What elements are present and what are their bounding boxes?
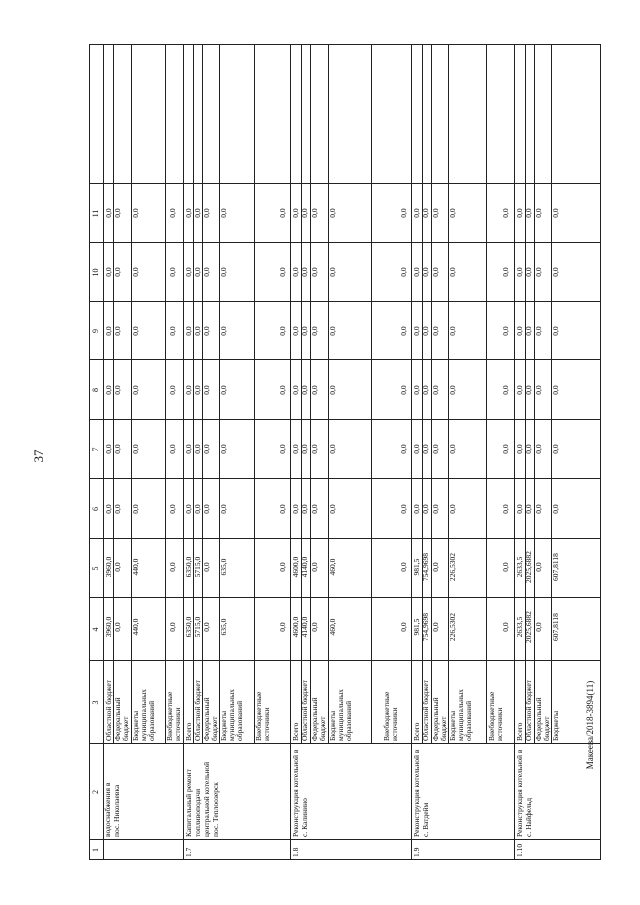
cell: 0,0 [551, 208, 560, 218]
cell: 0,0 [278, 504, 287, 514]
cell: 0,0 [184, 504, 193, 514]
source-label: бюджет [121, 716, 130, 741]
cell: 0,0 [448, 504, 457, 514]
cell: 0,0 [131, 444, 140, 454]
row-number: 1.7 [184, 847, 193, 857]
budget-table [89, 44, 601, 860]
cell: 0,0 [421, 208, 430, 218]
cell: 0,0 [219, 444, 228, 454]
cell: 0,0 [412, 267, 421, 277]
cell: 0,0 [193, 326, 202, 336]
cell: 0,0 [399, 267, 408, 277]
cell: 0,0 [551, 326, 560, 336]
cell: 0,0 [431, 208, 440, 218]
cell: 0,0 [412, 444, 421, 454]
source-label: Бюджеты [219, 710, 228, 741]
cell: 0,0 [421, 504, 430, 514]
cell: 0,0 [310, 326, 319, 336]
source-label: Всего [515, 722, 524, 741]
cell: 0,0 [310, 444, 319, 454]
cell: 0,0 [300, 208, 309, 218]
cell: 0,0 [412, 208, 421, 218]
col-header-1: 1 [91, 848, 100, 852]
cell: 0,0 [300, 444, 309, 454]
cell: 0,0 [515, 267, 524, 277]
cell: 0,0 [501, 208, 510, 218]
cell: 0,0 [399, 562, 408, 572]
cell: 2025,6882 [524, 551, 533, 583]
cell: 0,0 [219, 385, 228, 395]
cell: 0,0 [431, 444, 440, 454]
cell: 0,0 [328, 444, 337, 454]
cell: 0,0 [291, 504, 300, 514]
cell: 0,0 [219, 267, 228, 277]
cell: 2025,6882 [524, 611, 533, 643]
cell: 0,0 [328, 326, 337, 336]
row-label: центральной котельной [202, 761, 211, 837]
cell: 0,0 [551, 385, 560, 395]
source-label: Бюджеты [328, 710, 337, 741]
source-label: муниципальных [139, 689, 148, 741]
cell: 754,9698 [421, 612, 430, 642]
cell: 0,0 [310, 208, 319, 218]
cell: 0,0 [278, 208, 287, 218]
cell: 0,0 [291, 208, 300, 218]
cell: 3960,0 [104, 556, 113, 578]
cell: 0,0 [202, 208, 211, 218]
cell: 0,0 [412, 504, 421, 514]
cell: 4600,0 [291, 616, 300, 638]
source-label: Внебюджетные [254, 691, 263, 741]
source-label: Бюджеты [448, 710, 457, 741]
source-label: Всего [184, 722, 193, 741]
source-label: Федеральный [310, 697, 319, 741]
cell: 0,0 [300, 504, 309, 514]
source-label: образований [464, 700, 473, 741]
cell: 0,0 [168, 622, 177, 632]
cell: 0,0 [291, 326, 300, 336]
cell: 0,0 [113, 504, 122, 514]
cell: 0,0 [202, 444, 211, 454]
cell: 0,0 [168, 208, 177, 218]
col-header-7: 7 [91, 447, 100, 452]
cell: 0,0 [524, 385, 533, 395]
row-label: с. Калинино [300, 798, 309, 837]
cell: 0,0 [551, 267, 560, 277]
cell: 0,0 [113, 622, 122, 632]
cell: 0,0 [534, 385, 543, 395]
cell: 0,0 [551, 444, 560, 454]
cell: 0,0 [431, 622, 440, 632]
cell: 0,0 [193, 444, 202, 454]
cell: 635,0 [219, 618, 228, 636]
cell: 0,0 [291, 267, 300, 277]
cell: 0,0 [278, 326, 287, 336]
cell: 0,0 [515, 504, 524, 514]
row-label: Капитальный ремонт [184, 769, 193, 837]
cell: 0,0 [431, 562, 440, 572]
cell: 0,0 [310, 504, 319, 514]
source-label: Всего [412, 722, 421, 741]
cell: 0,0 [131, 504, 140, 514]
cell: 0,0 [328, 504, 337, 514]
source-label: Областной бюджет [524, 680, 533, 741]
row-label: Реконструкция котельной в [412, 749, 421, 837]
cell: 0,0 [534, 622, 543, 632]
col-header-6: 6 [91, 507, 100, 511]
cell: 607,8118 [551, 613, 560, 641]
cell: 0,0 [184, 208, 193, 218]
source-label: Бюджеты [551, 710, 560, 741]
cell: 754,9698 [421, 552, 430, 582]
cell: 6350,0 [184, 556, 193, 578]
source-label: бюджет [439, 716, 448, 741]
cell: 0,0 [202, 504, 211, 514]
cell: 0,0 [131, 208, 140, 218]
cell: 6350,0 [184, 616, 193, 638]
cell: 0,0 [278, 622, 287, 632]
cell: 460,0 [328, 558, 337, 576]
row-label: с. Найфельд [524, 797, 533, 837]
cell: 0,0 [113, 444, 122, 454]
cell: 0,0 [168, 562, 177, 572]
cell: 4600,0 [291, 556, 300, 578]
cell: 0,0 [551, 504, 560, 514]
cell: 0,0 [184, 326, 193, 336]
source-label: муниципальных [336, 689, 345, 741]
cell: 0,0 [168, 326, 177, 336]
source-label: бюджет [210, 716, 219, 741]
cell: 0,0 [278, 444, 287, 454]
cell: 0,0 [534, 444, 543, 454]
cell: 0,0 [431, 504, 440, 514]
cell: 0,0 [300, 385, 309, 395]
row-number: 1.10 [515, 843, 524, 857]
source-label: Областной бюджет [300, 680, 309, 741]
row-label: Реконструкция котельной в [291, 749, 300, 837]
cell: 0,0 [168, 267, 177, 277]
row-label: Реконструкция котельной в [515, 749, 524, 837]
cell: 0,0 [310, 562, 319, 572]
cell: 0,0 [515, 444, 524, 454]
cell: 0,0 [524, 444, 533, 454]
cell: 2633,5 [515, 616, 524, 638]
cell: 0,0 [300, 326, 309, 336]
cell: 0,0 [501, 622, 510, 632]
cell: 0,0 [399, 622, 408, 632]
cell: 226,5302 [448, 552, 457, 582]
source-label: Областной бюджет [104, 680, 113, 741]
cell: 0,0 [193, 385, 202, 395]
cell: 0,0 [421, 267, 430, 277]
cell: 981,5 [412, 558, 421, 576]
cell: 0,0 [399, 504, 408, 514]
cell: 0,0 [421, 326, 430, 336]
cell: 0,0 [448, 208, 457, 218]
cell: 0,0 [219, 326, 228, 336]
source-label: муниципальных [227, 689, 236, 741]
cell: 0,0 [131, 385, 140, 395]
source-label: источники [390, 707, 399, 741]
source-label: образований [147, 700, 156, 741]
cell: 0,0 [501, 385, 510, 395]
cell: 0,0 [278, 385, 287, 395]
cell: 5715,0 [193, 616, 202, 638]
cell: 0,0 [113, 385, 122, 395]
cell: 0,0 [501, 504, 510, 514]
cell: 0,0 [184, 267, 193, 277]
cell: 0,0 [219, 208, 228, 218]
cell: 0,0 [448, 326, 457, 336]
cell: 0,0 [219, 504, 228, 514]
cell: 0,0 [421, 444, 430, 454]
cell: 0,0 [104, 208, 113, 218]
page-number: 37 [31, 449, 46, 463]
source-label: бюджет [542, 716, 551, 741]
cell: 0,0 [524, 326, 533, 336]
cell: 0,0 [448, 385, 457, 395]
cell: 440,0 [131, 558, 140, 576]
cell: 5715,0 [193, 556, 202, 578]
cell: 0,0 [300, 267, 309, 277]
cell: 0,0 [104, 444, 113, 454]
cell: 0,0 [291, 444, 300, 454]
cell: 0,0 [113, 267, 122, 277]
cell: 0,0 [184, 385, 193, 395]
row-label: пос. Николаевка [112, 784, 121, 837]
cell: 440,0 [131, 618, 140, 636]
cell: 0,0 [501, 267, 510, 277]
cell: 0,0 [431, 385, 440, 395]
cell: 0,0 [202, 385, 211, 395]
row-label: пос. Теплоозерск [211, 782, 220, 837]
cell: 0,0 [399, 385, 408, 395]
row-label: водоснабжения в [103, 782, 112, 837]
cell: 0,0 [104, 385, 113, 395]
cell: 0,0 [104, 504, 113, 514]
source-label: источники [262, 707, 271, 741]
cell: 3960,0 [104, 616, 113, 638]
rotated-table-frame [89, 44, 601, 860]
row-number: 1.8 [291, 847, 300, 857]
col-header-5: 5 [91, 566, 100, 571]
cell: 0,0 [168, 504, 177, 514]
row-number: 1.9 [412, 847, 421, 857]
cell: 0,0 [524, 267, 533, 277]
cell: 0,0 [524, 208, 533, 218]
cell: 0,0 [399, 326, 408, 336]
cell: 0,0 [113, 562, 122, 572]
cell: 0,0 [412, 326, 421, 336]
cell: 0,0 [534, 504, 543, 514]
col-header-8: 8 [91, 388, 100, 392]
cell: 0,0 [524, 504, 533, 514]
cell: 0,0 [202, 562, 211, 572]
cell: 0,0 [104, 326, 113, 336]
col-header-4: 4 [91, 627, 100, 632]
source-label: Всего [291, 722, 300, 741]
cell: 0,0 [501, 326, 510, 336]
source-label: образований [235, 700, 244, 741]
cell: 0,0 [310, 385, 319, 395]
row-label: с. Ватдейм [421, 802, 430, 837]
cell: 0,0 [131, 326, 140, 336]
cell: 0,0 [501, 562, 510, 572]
row-label: топливоподачи [193, 788, 202, 837]
cell: 0,0 [501, 444, 510, 454]
cell: 0,0 [278, 267, 287, 277]
source-label: Федеральный [534, 697, 543, 741]
source-label: источники [495, 707, 504, 741]
cell: 0,0 [431, 326, 440, 336]
document-code: Макеева/2018-3894(11) [585, 680, 595, 770]
cell: 0,0 [202, 326, 211, 336]
cell: 0,0 [193, 208, 202, 218]
cell: 4140,0 [300, 556, 309, 578]
cell: 0,0 [291, 385, 300, 395]
cell: 0,0 [168, 385, 177, 395]
cell: 0,0 [448, 267, 457, 277]
cell: 0,0 [448, 444, 457, 454]
cell: 0,0 [399, 208, 408, 218]
cell: 0,0 [310, 622, 319, 632]
cell: 0,0 [328, 385, 337, 395]
cell: 226,5302 [448, 612, 457, 642]
cell: 981,5 [412, 618, 421, 636]
col-header-10: 10 [91, 268, 100, 277]
source-label: Федеральный [202, 697, 211, 741]
source-label: образований [344, 700, 353, 741]
cell: 0,0 [193, 267, 202, 277]
source-label: Федеральный [431, 697, 440, 741]
cell: 4140,0 [300, 616, 309, 638]
cell: 0,0 [113, 208, 122, 218]
cell: 0,0 [431, 267, 440, 277]
source-label: бюджет [318, 716, 327, 741]
cell: 0,0 [534, 562, 543, 572]
cell: 0,0 [534, 208, 543, 218]
cell: 2633,5 [515, 556, 524, 578]
col-header-9: 9 [91, 329, 100, 333]
cell: 0,0 [328, 208, 337, 218]
col-header-11: 11 [91, 209, 100, 218]
source-label: Внебюджетные [165, 691, 174, 741]
cell: 0,0 [412, 385, 421, 395]
cell: 0,0 [202, 267, 211, 277]
cell: 0,0 [515, 385, 524, 395]
source-label: Бюджеты [131, 710, 140, 741]
cell: 0,0 [534, 326, 543, 336]
cell: 0,0 [168, 444, 177, 454]
source-label: Областной бюджет [421, 680, 430, 741]
cell: 0,0 [131, 267, 140, 277]
source-label: Внебюджетные [487, 691, 496, 741]
col-header-3: 3 [91, 700, 100, 705]
cell: 607,8118 [551, 553, 560, 581]
cell: 0,0 [193, 504, 202, 514]
cell: 0,0 [278, 562, 287, 572]
cell: 0,0 [310, 267, 319, 277]
source-label: Федеральный [113, 697, 122, 741]
cell: 0,0 [184, 444, 193, 454]
cell: 0,0 [399, 444, 408, 454]
cell: 0,0 [515, 326, 524, 336]
col-header-2: 2 [91, 790, 100, 794]
cell: 460,0 [328, 618, 337, 636]
source-label: Областной бюджет [193, 680, 202, 741]
cell: 0,0 [328, 267, 337, 277]
source-label: муниципальных [456, 689, 465, 741]
cell: 0,0 [421, 385, 430, 395]
cell: 0,0 [104, 267, 113, 277]
source-label: Внебюджетные [382, 691, 391, 741]
cell: 0,0 [202, 622, 211, 632]
cell: 0,0 [515, 208, 524, 218]
cell: 635,0 [219, 558, 228, 576]
source-label: источники [173, 707, 182, 741]
cell: 0,0 [113, 326, 122, 336]
cell: 0,0 [534, 267, 543, 277]
